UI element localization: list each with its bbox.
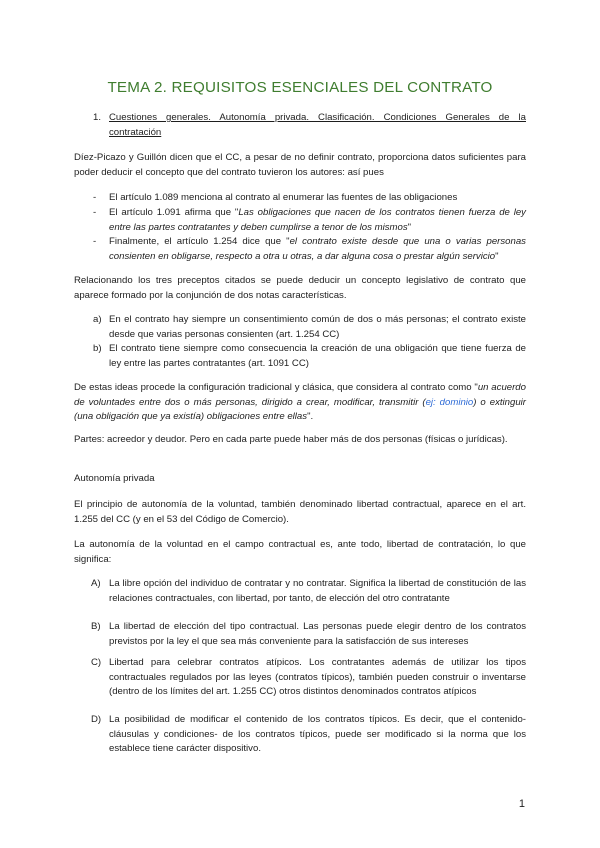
example-link[interactable]: ej: dominio xyxy=(425,396,474,408)
list-label: B) xyxy=(91,621,101,632)
list-label: b) xyxy=(93,343,102,354)
list-item: La libre opción del individuo de contratar y no contratar. Significa la libertad de constitución de las relaciones contractuales, con libertad, por tanto, de elección del otro contratante xyxy=(109,578,526,604)
page-title: TEMA 2. REQUISITOS ESENCIALES DEL CONTRATO xyxy=(107,79,493,97)
autonomy-intro-paragraph: La autonomía de la voluntad en el campo contractual es, ante todo, libertad de contratación, lo que significa: xyxy=(74,539,526,565)
list-item: El artículo 1.091 afirma que "Las obligaciones que nacen de los contratos tienen fuerza de ley entre las partes contratantes y deben cumplirse a tenor de los mismos" xyxy=(109,207,526,233)
list-item: El contrato tiene siempre como consecuencia la creación de una obligación que tiene fuerza de ley entre las partes contratantes (art. 1091 CC) xyxy=(109,343,526,369)
list-item: La posibilidad de modificar el contenido de los contratos típicos. Es decir, que el contenido- cláusulas y condiciones- de los contratos típicos, puede ser modificado si la norma que los establece tiene carácter dispositivo. xyxy=(109,714,526,754)
list-label: D) xyxy=(91,714,102,725)
page-number: 1 xyxy=(518,798,525,810)
list-item: La libertad de elección del tipo contractual. Las personas puede elegir dentro de los contratos previstos por la ley el que sea más conveniente para la satisfacción de sus intereses xyxy=(109,621,526,647)
intro-paragraph: Díez-Picazo y Guillón dicen que el CC, a pesar de no definir contrato, proporciona datos suficientes para poder deducir el concepto que del contrato tuvieron los autores: así pues xyxy=(74,152,526,178)
list-bullet: - xyxy=(93,236,97,247)
autonomy-definition-paragraph: El principio de autonomía de la voluntad, también denominado libertad contractual, aparece en el art. 1.255 del CC (y en el 53 del Código de Comercio). xyxy=(74,499,526,525)
list-bullet: - xyxy=(93,207,97,218)
list-item: El artículo 1.089 menciona al contrato al enumerar las fuentes de las obligaciones xyxy=(109,192,458,203)
subheading-autonomy: Autonomía privada xyxy=(74,473,155,484)
parties-paragraph: Partes: acreedor y deudor. Pero en cada parte puede haber más de dos personas (físicas o jurídicas). xyxy=(74,434,508,445)
section-number: 1. xyxy=(93,112,102,123)
list-item: En el contrato hay siempre un consentimiento común de dos o más personas; el contrato existe desde que varias personas consienten (art. 1.254 CC) xyxy=(109,314,526,340)
list-label: a) xyxy=(93,314,102,325)
list-item: Libertad para celebrar contratos atípicos. Los contratantes además de utilizar los tipos contractuales regulados por las leyes (contratos típicos), también pueden construir o inventarse (dentro de los límites del art. 1.255 CC) otros distintos denominados contratos atípicos xyxy=(109,657,526,697)
list-bullet: - xyxy=(93,192,97,203)
relating-paragraph: Relacionando los tres preceptos citados se puede deducir un concepto legislativo de contrato que aparece formado por la conjunción de dos notas características. xyxy=(74,275,526,301)
classic-concept-paragraph: De estas ideas procede la configuración tradicional y clásica, que considera al contrato como "un acuerdo de voluntades entre dos o más personas, dirigido a crear, modificar, transmitir (ej: dominio) o extinguir (una obligación que ya existía) obligaciones entre ellas". xyxy=(74,382,526,422)
section-heading-text: Cuestiones generales. Autonomía privada. Clasificación. Condiciones Generales de la contratación xyxy=(109,112,526,138)
list-label: A) xyxy=(91,578,101,589)
list-item: Finalmente, el artículo 1.254 dice que "el contrato existe desde que una o varias personas consienten en obligarse, respecto a otra u otras, a dar alguna cosa o prestar algún servicio" xyxy=(109,236,526,262)
list-label: C) xyxy=(91,657,102,668)
